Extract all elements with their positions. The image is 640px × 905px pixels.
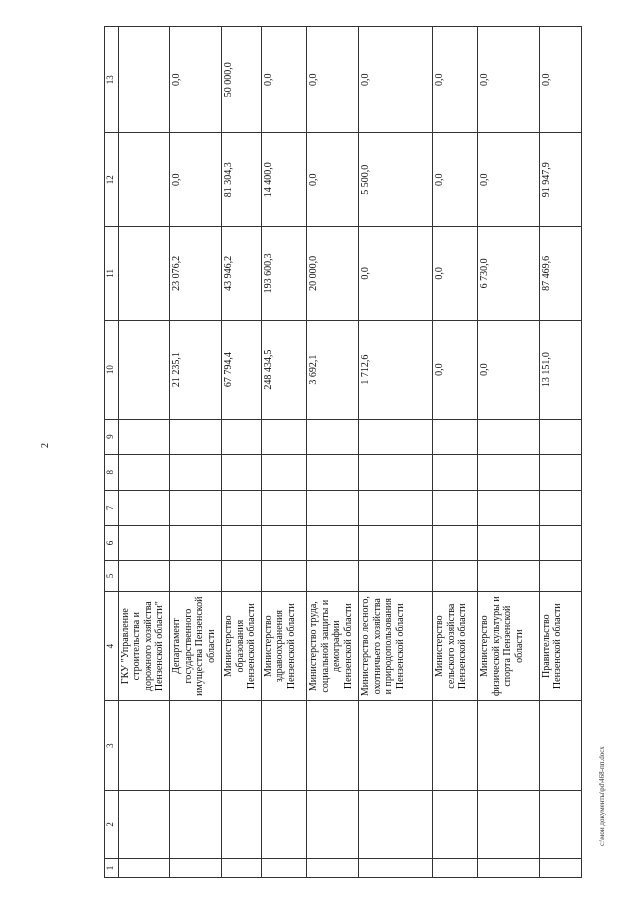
column-header: 6 [105, 525, 119, 560]
empty-cell [433, 790, 478, 858]
amount-cell: 50 000,0 [222, 27, 262, 133]
empty-cell [261, 454, 306, 490]
amount-cell: 14 400,0 [261, 133, 306, 227]
amount-cell: 20 000,0 [307, 227, 359, 321]
empty-cell [222, 490, 262, 525]
organization-cell: Министерство сельского хозяйства Пензенской области [433, 591, 478, 701]
empty-cell [478, 790, 539, 858]
empty-cell [307, 525, 359, 560]
empty-cell [222, 858, 262, 877]
column-header: 5 [105, 561, 119, 592]
amount-cell: 3 692,1 [307, 320, 359, 419]
amount-cell: 0,0 [433, 227, 478, 321]
amount-cell [118, 133, 170, 227]
amount-cell: 0,0 [307, 133, 359, 227]
empty-cell [359, 454, 433, 490]
empty-cell [433, 525, 478, 560]
budget-table [104, 26, 582, 878]
empty-cell [539, 490, 581, 525]
column-header: 9 [105, 419, 119, 454]
column-header: 13 [105, 27, 119, 133]
empty-cell [478, 454, 539, 490]
empty-cell [170, 490, 222, 525]
organization-cell: Департамент государственного имущества Пензенской области [170, 591, 222, 701]
empty-cell [170, 561, 222, 592]
empty-cell [170, 454, 222, 490]
organization-cell: Министерство образования Пензенской области [222, 591, 262, 701]
table-row [307, 27, 359, 878]
organization-cell: Министерство лесного, охотничьего хозяйства и природопользования Пензенской области [359, 591, 433, 701]
column-header: 8 [105, 454, 119, 490]
empty-cell [118, 490, 170, 525]
empty-cell [359, 790, 433, 858]
empty-cell [222, 701, 262, 790]
empty-cell [222, 419, 262, 454]
empty-cell [539, 858, 581, 877]
empty-cell [261, 561, 306, 592]
amount-cell: 0,0 [433, 320, 478, 419]
empty-cell [359, 858, 433, 877]
empty-cell [118, 701, 170, 790]
organization-cell: ГКУ "Управление строительства и дорожного хозяйства Пензенской области" [118, 591, 170, 701]
empty-cell [539, 419, 581, 454]
column-header: 3 [105, 701, 119, 790]
empty-cell [261, 858, 306, 877]
empty-cell [478, 561, 539, 592]
table-row [433, 27, 478, 878]
empty-cell [261, 419, 306, 454]
empty-cell [539, 790, 581, 858]
amount-cell: 5 500,0 [359, 133, 433, 227]
empty-cell [261, 525, 306, 560]
amount-cell: 0,0 [307, 27, 359, 133]
empty-cell [433, 858, 478, 877]
amount-cell: 0,0 [539, 27, 581, 133]
amount-cell: 0,0 [170, 133, 222, 227]
amount-cell: 21 235,1 [170, 320, 222, 419]
amount-cell: 0,0 [359, 227, 433, 321]
table-row [222, 27, 262, 878]
empty-cell [539, 701, 581, 790]
column-number-row [105, 27, 119, 878]
budget-table-rotated [104, 26, 582, 878]
footer-file-path: c:\мои документы\pd\468-пп.docx [598, 746, 606, 846]
organization-cell: Министерство здравоохранения Пензенской области [261, 591, 306, 701]
empty-cell [170, 419, 222, 454]
empty-cell [118, 790, 170, 858]
empty-cell [222, 561, 262, 592]
table-row [478, 27, 539, 878]
table-row [170, 27, 222, 878]
organization-cell: Министерство физической культуры и спорта Пензенской области [478, 591, 539, 701]
table-row [118, 27, 170, 878]
empty-cell [261, 790, 306, 858]
empty-cell [261, 701, 306, 790]
empty-cell [307, 858, 359, 877]
column-header: 10 [105, 320, 119, 419]
column-header: 4 [105, 591, 119, 701]
amount-cell: 0,0 [478, 320, 539, 419]
amount-cell: 43 946,2 [222, 227, 262, 321]
table-row [539, 27, 581, 878]
column-header: 12 [105, 133, 119, 227]
empty-cell [118, 858, 170, 877]
amount-cell: 23 076,2 [170, 227, 222, 321]
empty-cell [307, 490, 359, 525]
organization-cell: Министерство труда, социальной защиты и демографии Пензенской области [307, 591, 359, 701]
table-row [261, 27, 306, 878]
empty-cell [433, 419, 478, 454]
empty-cell [433, 701, 478, 790]
empty-cell [118, 454, 170, 490]
column-header: 1 [105, 858, 119, 877]
amount-cell: 0,0 [261, 27, 306, 133]
empty-cell [170, 701, 222, 790]
empty-cell [222, 454, 262, 490]
empty-cell [359, 701, 433, 790]
amount-cell: 0,0 [433, 133, 478, 227]
empty-cell [539, 454, 581, 490]
empty-cell [307, 701, 359, 790]
empty-cell [118, 419, 170, 454]
amount-cell [118, 320, 170, 419]
amount-cell: 193 600,3 [261, 227, 306, 321]
column-header: 11 [105, 227, 119, 321]
organization-cell: Правительство Пензенской области [539, 591, 581, 701]
empty-cell [307, 790, 359, 858]
empty-cell [118, 525, 170, 560]
empty-cell [433, 561, 478, 592]
column-header: 2 [105, 790, 119, 858]
amount-cell: 0,0 [433, 27, 478, 133]
empty-cell [170, 525, 222, 560]
amount-cell: 0,0 [478, 27, 539, 133]
empty-cell [307, 419, 359, 454]
empty-cell [359, 525, 433, 560]
empty-cell [261, 490, 306, 525]
empty-cell [359, 419, 433, 454]
empty-cell [359, 490, 433, 525]
amount-cell: 1 712,6 [359, 320, 433, 419]
empty-cell [478, 419, 539, 454]
empty-cell [478, 858, 539, 877]
empty-cell [307, 454, 359, 490]
column-header: 7 [105, 490, 119, 525]
empty-cell [118, 561, 170, 592]
page-number: 2 [40, 443, 51, 448]
empty-cell [170, 858, 222, 877]
amount-cell: 248 434,5 [261, 320, 306, 419]
empty-cell [222, 790, 262, 858]
amount-cell: 67 794,4 [222, 320, 262, 419]
amount-cell: 0,0 [170, 27, 222, 133]
amount-cell [118, 227, 170, 321]
empty-cell [478, 701, 539, 790]
amount-cell: 81 304,3 [222, 133, 262, 227]
empty-cell [478, 525, 539, 560]
empty-cell [539, 561, 581, 592]
amount-cell: 91 947,9 [539, 133, 581, 227]
amount-cell: 13 151,0 [539, 320, 581, 419]
table-row [359, 27, 433, 878]
amount-cell: 87 469,6 [539, 227, 581, 321]
empty-cell [539, 525, 581, 560]
empty-cell [170, 790, 222, 858]
amount-cell [118, 27, 170, 133]
empty-cell [359, 561, 433, 592]
empty-cell [307, 561, 359, 592]
empty-cell [433, 490, 478, 525]
empty-cell [222, 525, 262, 560]
amount-cell: 0,0 [359, 27, 433, 133]
empty-cell [478, 490, 539, 525]
amount-cell: 6 730,0 [478, 227, 539, 321]
empty-cell [433, 454, 478, 490]
amount-cell: 0,0 [478, 133, 539, 227]
